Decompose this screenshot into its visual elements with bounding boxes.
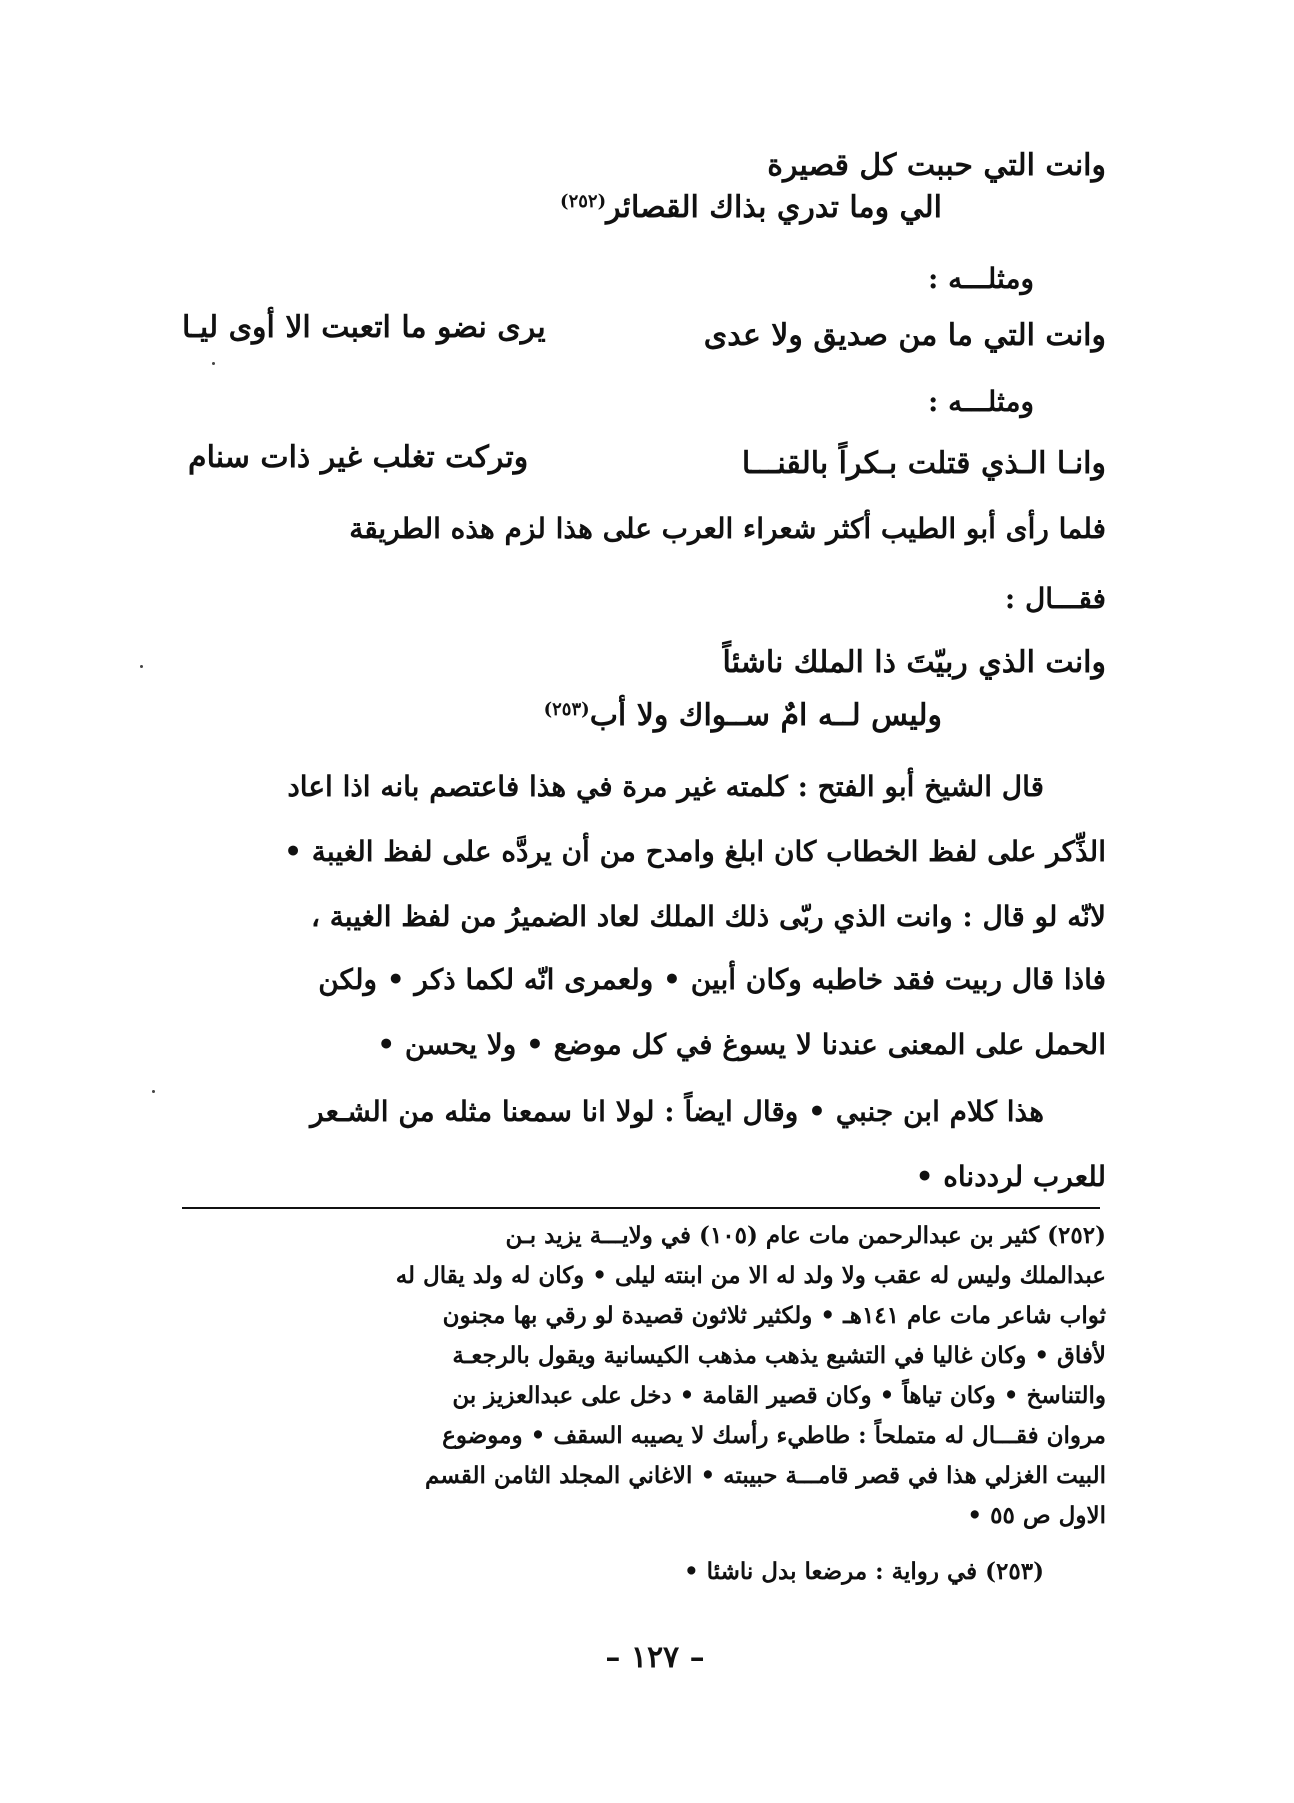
verse4-second-hemistich	[382, 698, 942, 734]
page-number: – ١٢٧ –	[605, 1640, 705, 1675]
verse4-first-hemistich: وانت الذي ربيّتَ ذا الملك ناشئاً	[722, 645, 1106, 680]
footnote-252-line2: عبدالملك وليس له عقب ولا ولد له الا من ابنته ليلى • وكان له ولد يقال له	[395, 1262, 1106, 1289]
paragraph2-line2: الذِّكر على لفظ الخطاب كان ابلغ وامدح من أن يردَّه على لفظ الغيبة •	[284, 835, 1106, 868]
verse2-second-hemistich: يرى نضو ما اتعبت الا أوى ليـا	[182, 310, 546, 345]
footnote-252-line7: البيت الغزلي هذا في قصر قامـــة حبيبته • الاغاني المجلد الثامن القسم	[425, 1462, 1106, 1489]
footnote-ref-252: (٢٥٢)	[560, 191, 607, 212]
footnote-ref-253: (٢٥٣)	[543, 699, 590, 720]
verse4-second-text: وليس لــه امٌ ســواك ولا أب	[589, 698, 942, 733]
footnote-252-line1: (٢٥٢) كثير بن عبدالرحمن مات عام (١٠٥) في ولايـــة يزيد بـن	[505, 1222, 1106, 1249]
paragraph2-line5: الحمل على المعنى عندنا لا يسوغ في كل موضع • ولا يحسن •	[377, 1028, 1106, 1061]
verse1-second-hemistich	[382, 190, 942, 226]
footnote-252-line5: والتناسخ • وكان تياهاً • وكان قصير القامة • دخل على عبدالعزيز بن	[452, 1382, 1106, 1409]
paragraph1-line2: فقـــال :	[1004, 582, 1106, 615]
footnote-252-line3: ثواب شاعر مات عام ١٤١هـ • ولكثير ثلاثون قصيدة لو رقي بها مجنون	[442, 1302, 1106, 1329]
paragraph2-line3: لانّه لو قال : وانت الذي ربّى ذلك الملك لعاد الضميرُ من لفظ الغيبة ،	[310, 900, 1106, 933]
scan-speck	[152, 1090, 155, 1093]
footnote-separator	[182, 1207, 1100, 1209]
footnote-252-line6: مروان فقـــال له متملحاً : طاطيء رأسك لا يصيبه السقف • وموضوع	[442, 1422, 1106, 1449]
scan-speck	[140, 665, 143, 668]
paragraph1-line1: فلما رأى أبو الطيب أكثر شعراء العرب على هذا لزم هذه الطريقة	[349, 512, 1106, 545]
paragraph2-line4: فاذا قال ربيت فقد خاطبه وكان أبين • ولعمرى انّه لكما ذكر • ولكن	[318, 963, 1106, 996]
verse-label: ومثلـــه :	[928, 262, 1034, 295]
scan-speck	[212, 362, 215, 365]
verse1-first-hemistich: وانت التي حببت كل قصيرة	[767, 148, 1106, 183]
verse1-second-text: الي وما تدري بذاك القصائر	[606, 190, 942, 225]
footnote-253: (٢٥٣) في رواية : مرضعا بدل ناشئا •	[683, 1558, 1044, 1585]
paragraph2-line1: قال الشيخ أبو الفتح : كلمته غير مرة في هذا فاعتصم بانه اذا اعاد	[287, 770, 1044, 803]
paragraph3-line1: هذا كلام ابن جنبي • وقال ايضاً : لولا انا سمعنا مثله من الشـعر	[310, 1095, 1044, 1128]
verse3-first-hemistich: وانـا الـذي قتلت بـكراً بالقنـــا	[741, 446, 1106, 481]
verse3-second-hemistich: وتركت تغلب غير ذات سنام	[188, 440, 529, 475]
footnote-252-line8: الاول ص ٥٥ •	[967, 1502, 1106, 1529]
footnote-252-line4: لأفاق • وكان غاليا في التشيع يذهب مذهب الكيسانية ويقول بالرجعـة	[452, 1342, 1106, 1369]
paragraph3-line2: للعرب لرددناه •	[915, 1160, 1106, 1193]
verse2-first-hemistich: وانت التي ما من صديق ولا عدى	[703, 318, 1106, 353]
verse-label: ومثلـــه :	[928, 385, 1034, 418]
